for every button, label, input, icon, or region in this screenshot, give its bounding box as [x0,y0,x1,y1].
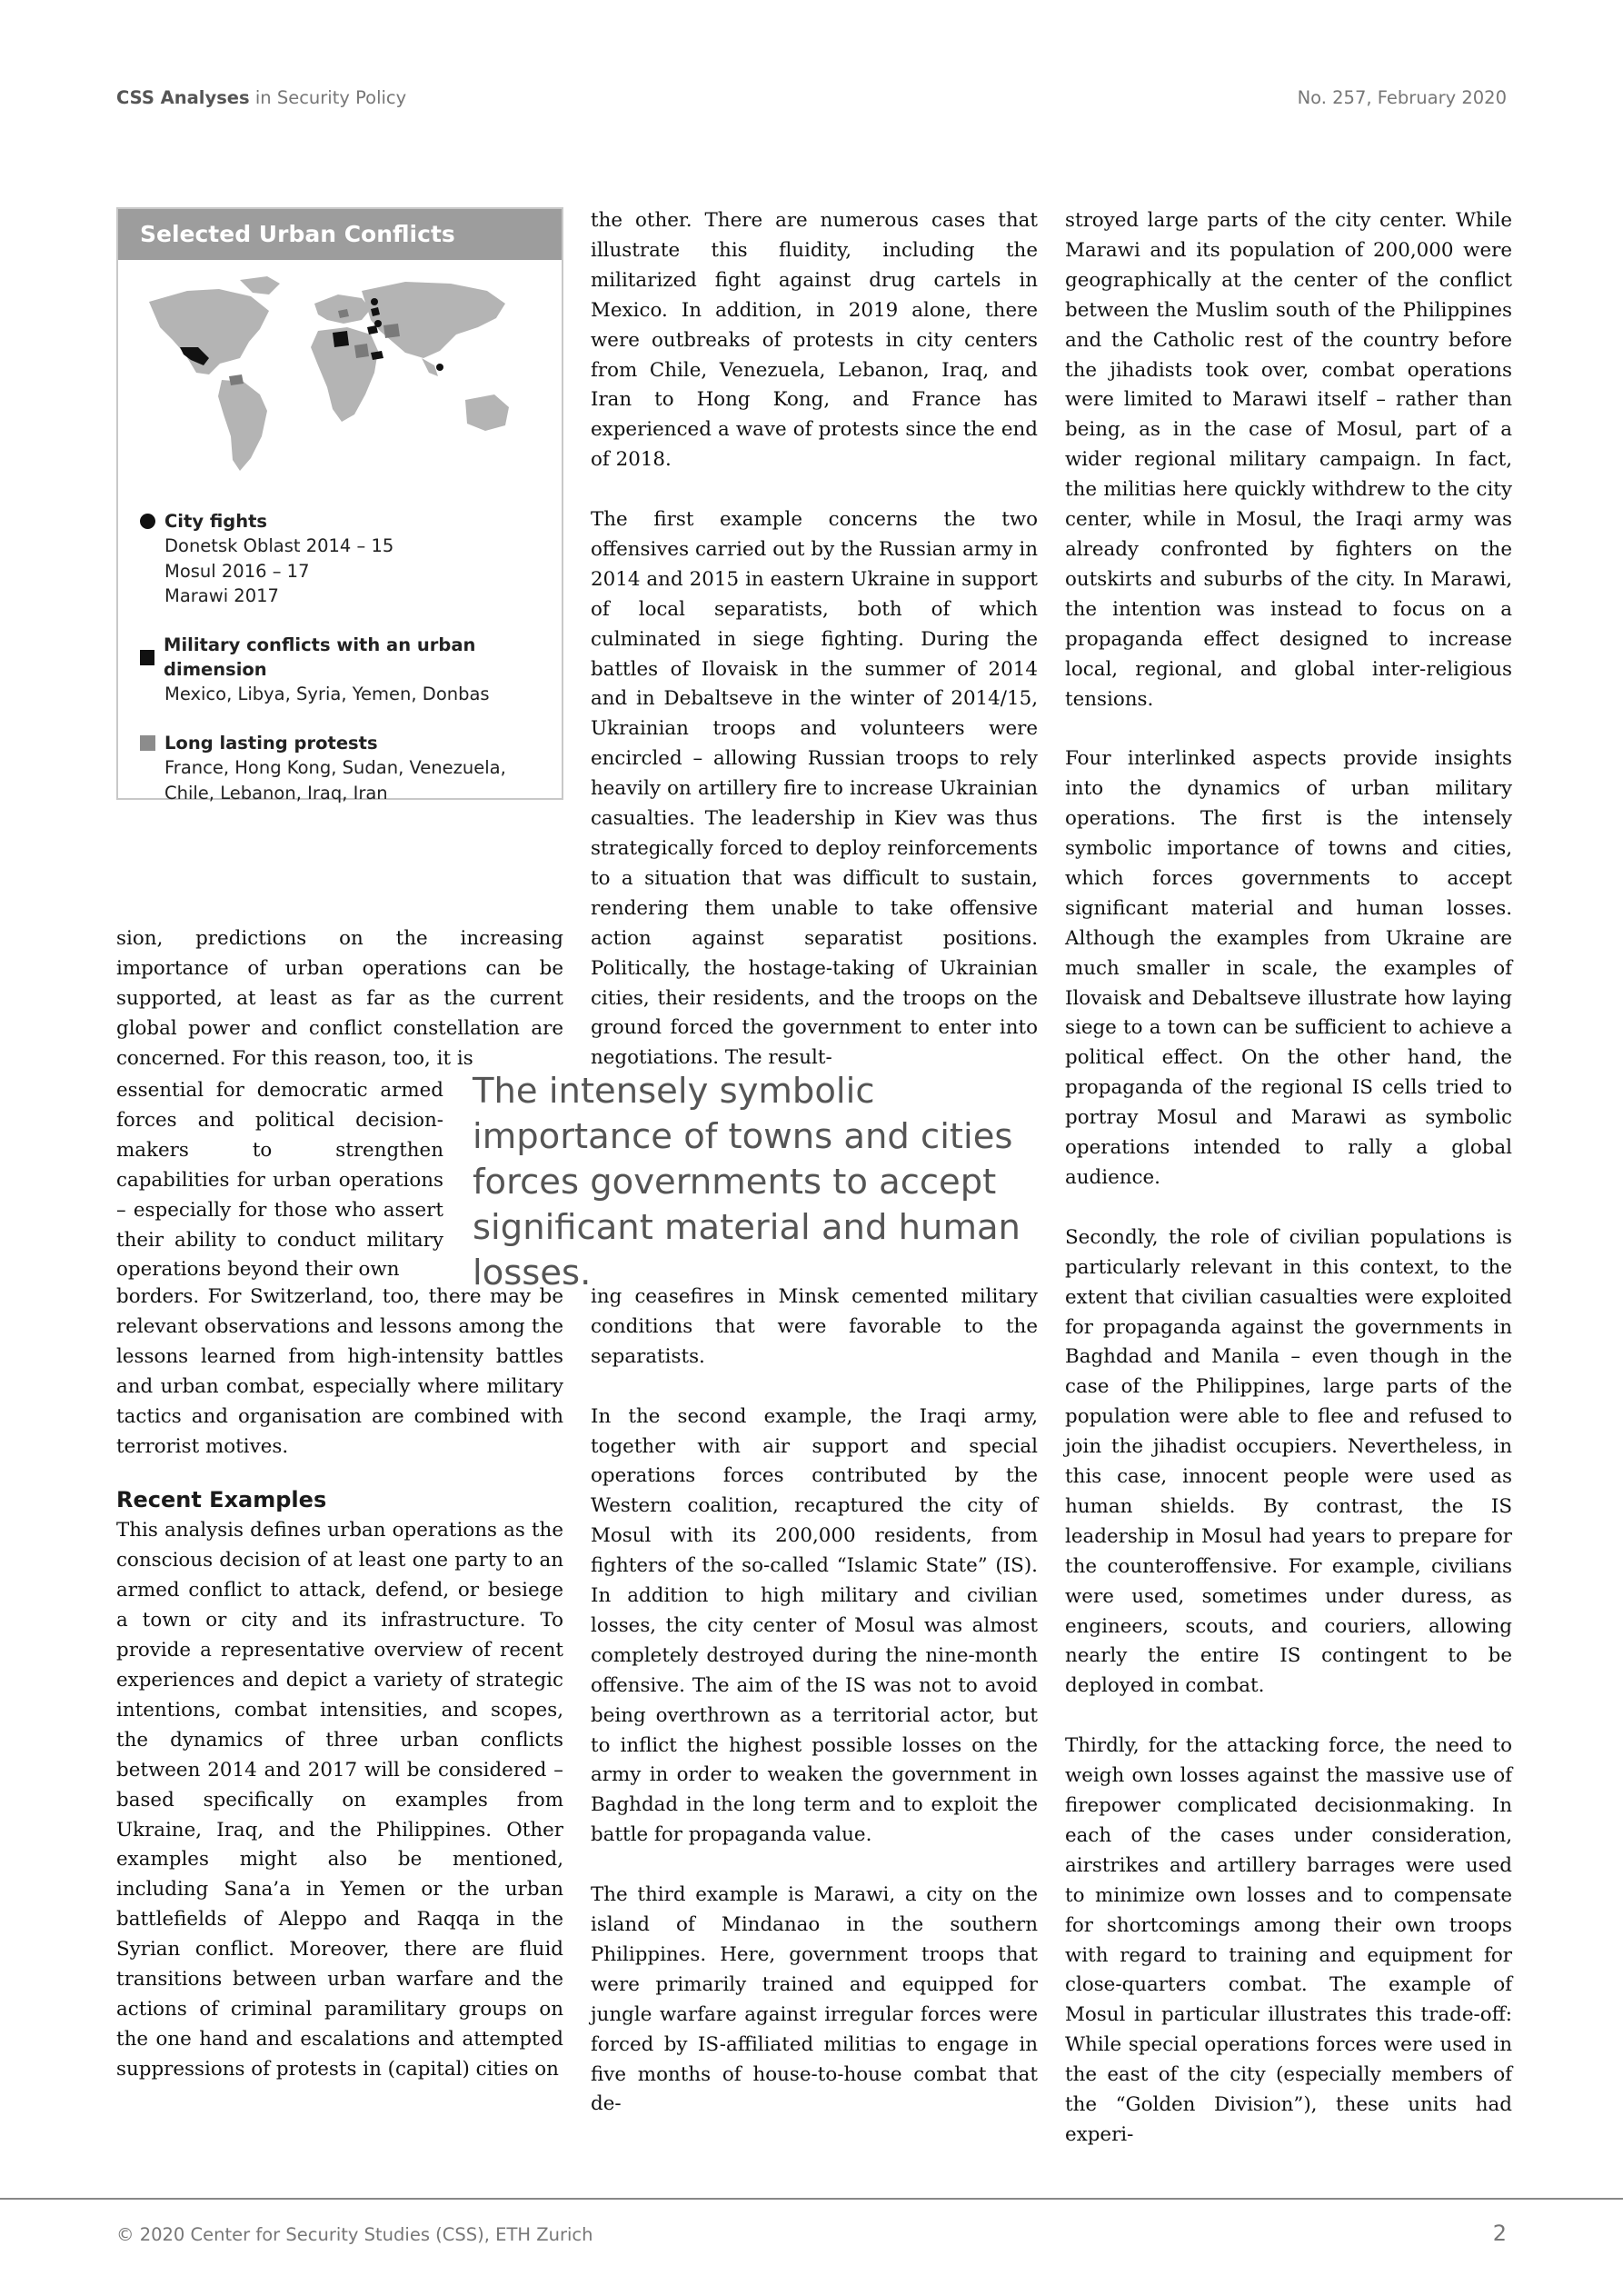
legend-heading: City fights [164,511,268,532]
mosul-marker [374,320,382,327]
paragraph: Secondly, the role of civilian populations is particularly relevant in this context, to the extent that civilian casualties were exploited for propaganda against the governments in Baghdad and Manila – even though in the case of the Philippines, large parts of the population were able to flee and refused to join the jihadist occupiers. Nevertheless, in this case, innocent people were used as human shields. By contrast, the IS leadership in Mosul had years to prepare for the counteroffensive. For example, civilians were used, sometimes under duress, as engineers, scouts, and couriers, allowing nearly the entire IS contingent to be deployed in combat. [1065,1225,1512,1698]
paragraph: This analysis defines urban operations as the conscious decision of at least one party to an armed conflict to attack, defend, or besiege a town or city and its infrastructure. To provide a representative overview of recent experiences and depict a variety of strategic intentions, combat intensities, and scopes, the dynamics of three urban conflicts between 2014 and 2017 will be considered – based specifically on examples from Ukraine, Iraq, and the Philippines. Other examples might also be mentioned, including Sana’a in Yemen or the urban battlefields of Aleppo and Raqqa in the Syrian conflict. Moreover, there are fluid transitions between urban warfare and the actions of criminal paramilitary groups on the one hand and escalations and attempted suppressions of protests in (capital) cities on [116,1519,563,2081]
page-number: 2 [1492,2221,1507,2246]
venezuela-region [229,374,244,385]
running-header-series: CSS Analyses in Security Policy [116,87,407,108]
paragraph: The first example concerns the two offensives carried out by the Russian army in 2014 and 2015 in eastern Ukraine in support of local separatists, both of which culminated in siege fighting. During the battles of Ilovaisk in the summer of 2014 and in Debaltseve in the winter of 2014/15, Ukrainian troops and volunteers were encircled – allowing Russian troops to rely heavily on artillery fire to increase Ukrainian casualties. The leadership in Kiev was thus strategically forced to deploy reinforcements to a situation that was difficult to sustain, rendering them unable to take offensive action against separatist positions. Politically, the hostage-taking of Ukrainian cities, their residents, and the troops on the ground forced the government to enter into negotiations. The result- [591,508,1038,1070]
paragraph: essential for democratic armed forces and political decision-makers to strengthen capabilities for urban operations – especially for those who assert their ability to conduct military operations beyond their own [116,1079,443,1282]
legend-heading: Long lasting protests [164,732,378,754]
continents [149,276,509,471]
marawi-marker [436,364,443,371]
pull-quote: The intensely symbolic importance of towns and cities forces governments to accept significant material and human losses. [473,1071,1021,1293]
paragraph: stroyed large parts of the city center. While Marawi and its population of 200,000 were geographically at the center of the conflict between the Muslim south of the Philippines and the Catholic rest of the country before the jihadists took over, combat operations were limited to Marawi itself – rather than being, as in the case of Mosul, part of a wider regional military campaign. In fact, the militias here quickly withdrew to the city center, while in Mosul, the Iraqi army was already confronted by fighters on the outskirts and suburbs of the city. In Marawi, the intention was instead to focus on a propaganda effect designed to increase local, regional, and global inter-religious tensions. [1065,209,1512,711]
iran-region [383,324,400,338]
legend-item: Donetsk Oblast 2014 – 15 [164,535,394,557]
legend-item: Mosul 2016 – 17 [164,560,310,582]
column-1-top [116,924,563,1074]
legend-group-protests [140,731,562,805]
legend-item: Marawi 2017 [164,585,279,607]
paragraph: ing ceasefires in Minsk cemented military conditions that were favorable to the separatists. [591,1285,1038,1368]
column-1-wrap [116,1076,443,1285]
paragraph: The third example is Marawi, a city on the island of Mindanao in the southern Philippines. Here, government troops that were primarily trained and equipped for jungle warfare against irregular forces were forced by IS-affiliated militias to engage in five months of house-to-house combat that de- [591,1883,1038,2116]
paragraph: sion, predictions on the increasing importance of urban operations can be supported, at least as far as the current global power and conflict constellation are concerned. For this reason, too, it is [116,927,563,1070]
legend-item: Mexico, Libya, Syria, Yemen, Donbas [164,684,490,705]
paragraph: borders. For Switzerland, too, there may be relevant observations and lessons among the lessons learned from high-intensity battles and urban combat, especially where military tactics and organisation are combined with terrorist motives. [116,1285,563,1458]
world-map [133,264,551,491]
map-box [116,207,563,804]
section-heading: Recent Examples [116,1487,327,1513]
column-2-top [591,206,1038,1073]
black-square-icon [140,650,154,665]
map-box-title: Selected Urban Conflicts [118,209,562,260]
column-1-bottom [116,1283,563,2085]
donetsk-marker [371,298,378,305]
black-circle-icon [140,514,155,529]
legend-item: France, Hong Kong, Sudan, Venezuela, [164,757,506,779]
paragraph: the other. There are numerous cases that illustrate this fluidity, including the militarized fight against drug cartels in Mexico. In addition, in 2019 alone, there were outbreaks of protests in city centers from Chile, Venezuela, Lebanon, Iraq, and Iran to Hong Kong, and France has experienced a wave of protests since the end of 2018. [591,209,1038,472]
footer-divider [0,2198,1623,2200]
map-legend [140,509,562,829]
footer-copyright: © 2020 Center for Security Studies (CSS), ETH Zurich [116,2224,593,2245]
column-2-bottom [591,1283,1038,2120]
column-3 [1065,206,1512,2151]
legend-group-city-fights [140,509,562,609]
running-header-issue: No. 257, February 2020 [1297,87,1507,108]
legend-heading: Military conflicts with an urban dimension [164,634,476,681]
paragraph: Thirdly, for the attacking force, the need to weigh own losses against the massive use of firepower complicated decisionmaking. In each of the cases under consideration, airstrikes and artillery barrages were used to minimize own losses and to compensate for shortcomings among their own troops with regard to training and equipment for close-quarters combat. The example of Mosul in particular illustrates this trade-off: While special operations forces were used in the east of the city (especially members of the “Golden Division”), these units had experi- [1065,1734,1512,2146]
sudan-region [354,344,369,358]
grey-square-icon [140,735,155,751]
paragraph: Four interlinked aspects provide insights into the dynamics of urban military operations. The first is the intensely symbolic importance of towns and cities, which forces governments to accept significant material and human losses. Although the examples from Ukraine are much smaller in scale, the examples of Ilovaisk and Debaltseve illustrate how laying siege to a town can be sufficient to achieve a political effect. On the other hand, the propaganda of the regional IS cells tried to portray Mosul and Marawi as symbolic operations intended to rally a global audience. [1065,747,1512,1189]
legend-group-military-conflicts [140,633,562,707]
libya-region [333,331,349,347]
legend-item: Chile, Lebanon, Iraq, Iran [164,782,388,804]
paragraph: In the second example, the Iraqi army, together with air support and special operations forces contributed by the Western coalition, recaptured the city of Mosul with its 200,000 residents, from fighters of the so-called “Islamic State” (IS). In addition to high military and civilian losses, the city center of Mosul was almost completely destroyed during the nine-month offensive. The aim of the IS was not to avoid being overthrown as a territorial actor, but to inflict the highest possible losses on the army in order to weaken the government in Baghdad in the long term and to exploit the battle for propaganda value. [591,1404,1038,1847]
